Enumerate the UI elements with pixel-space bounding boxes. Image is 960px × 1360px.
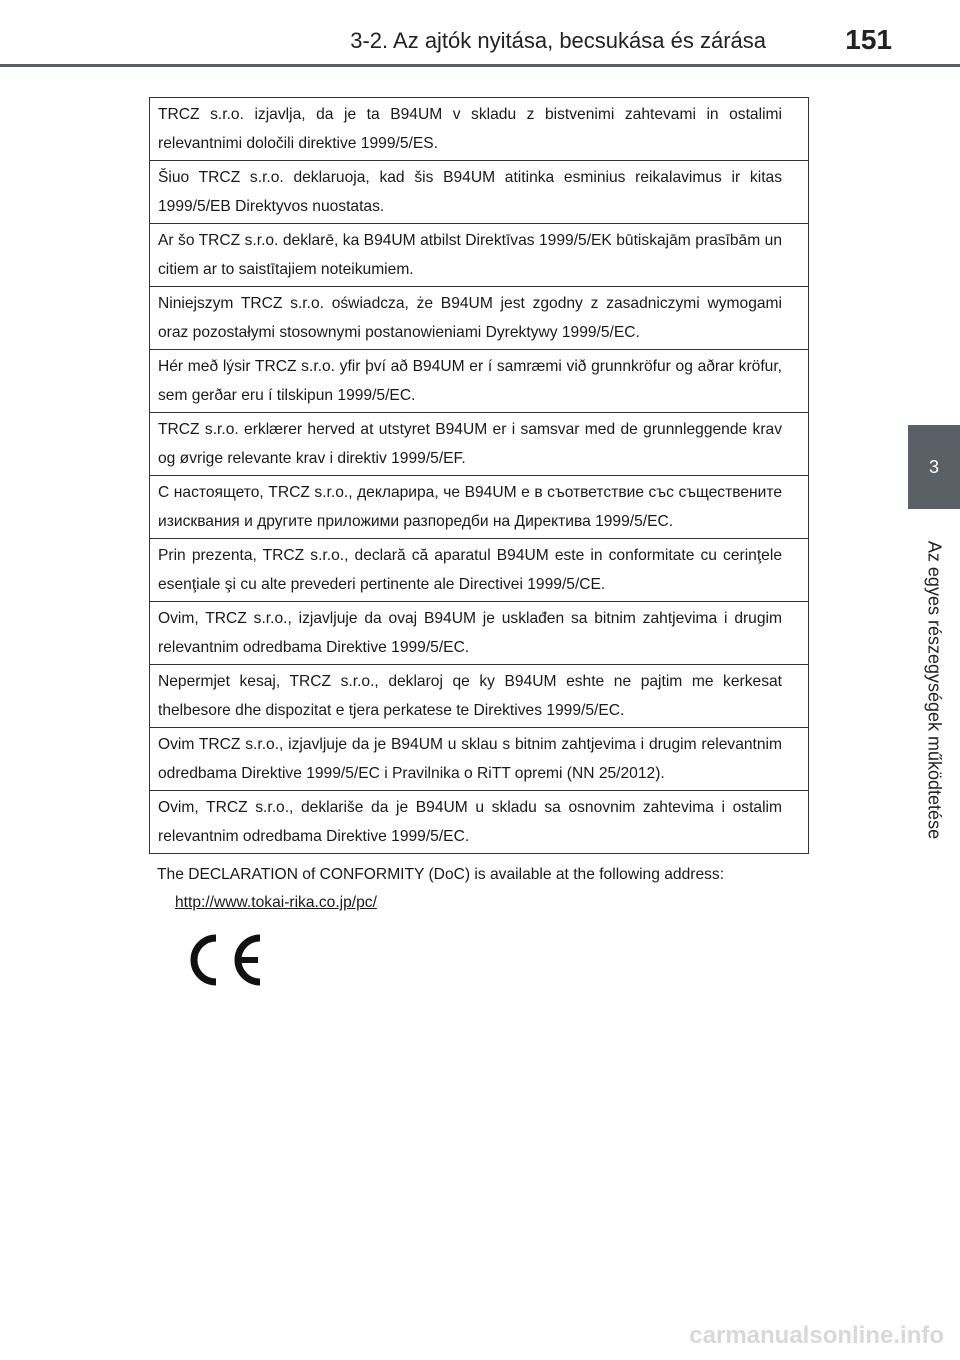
table-row (150, 539, 809, 602)
table-row (150, 287, 809, 350)
table-row (150, 161, 809, 224)
declaration-cell: Ar šo TRCZ s.r.o. deklarē, ka B94UM atbilst Direktīvas 1999/5/EK būtiskajām prasībām un citiem ar to saistītajiem noteikumiem. (150, 224, 809, 287)
table-row (150, 224, 809, 287)
declaration-cell: Prin prezenta, TRCZ s.r.o., declară că aparatul B94UM este in conformitate cu cerinţele esenţiale şi cu alte prevederi pertinente ale Directivei 1999/5/CE. (150, 539, 809, 602)
declaration-cell: Niniejszym TRCZ s.r.o. oświadcza, że B94UM jest zgodny z zasadniczymi wymogami oraz pozostałymi stosownymi postanowieniami Dyrektywy 1999/5/EC. (150, 287, 809, 350)
declaration-cell: Ovim, TRCZ s.r.o., deklariše da je B94UM u skladu sa osnovnim zahtevima i ostalim relevantnim odredbama Direktive 1999/5/EC. (150, 791, 809, 854)
page-number: 151 (845, 24, 892, 55)
chapter-tab[interactable] (908, 425, 960, 509)
declaration-cell: Ovim TRCZ s.r.o., izjavljuje da je B94UM u sklau s bitnim zahtjevima i drugim relevantnim odredbama Direktive 1999/5/EC i Pravilnika o RiTT opremi (NN 25/2012). (150, 728, 809, 791)
watermark: carmanualsonline.info (689, 1322, 944, 1349)
table-row (150, 665, 809, 728)
header-divider (0, 64, 960, 67)
declaration-cell: Ovim, TRCZ s.r.o., izjavljuje da ovaj B94UM je usklađen sa bitnim zahtjevima i drugim relevantnim odredbama Direktive 1999/5/EC. (150, 602, 809, 665)
declaration-cell: Nepermjet kesaj, TRCZ s.r.o., deklaroj qe ky B94UM eshte ne pajtim me kerkesat thelbesore dhe dispozitat e tjera perkatese te Direktives 1999/5/EC. (150, 665, 809, 728)
table-row (150, 98, 809, 161)
table-row (150, 476, 809, 539)
doc-availability-text: The DECLARATION of CONFORMITY (DoC) is available at the following address: (157, 866, 725, 883)
table-row (150, 413, 809, 476)
page-header-title: 3-2. Az ajtók nyitása, becsukása és zárása (350, 28, 766, 53)
chapter-label-text: Az egyes részegységek működtetése (924, 540, 945, 840)
declaration-table (149, 97, 809, 854)
chapter-number: 3 (928, 456, 939, 477)
declaration-cell: Hér með lýsir TRCZ s.r.o. yfir því að B94UM er í samræmi við grunnkröfur og aðrar kröfur, sem gerðar eru í tilskipun 1999/5/EC. (150, 350, 809, 413)
table-row (150, 602, 809, 665)
declaration-cell: TRCZ s.r.o. izjavlja, da je ta B94UM v skladu z bistvenimi zahtevami in ostalimi relevantnimi določili direktive 1999/5/ES. (150, 98, 809, 161)
table-row (150, 350, 809, 413)
ce-mark-icon (180, 930, 266, 992)
declaration-cell: С настоящето, TRCZ s.r.o., декларира, че B94UM е в съответствие със съществените изисквания и другите приложими разпоредби на Директива 1999/5/EC. (150, 476, 809, 539)
declaration-cell: TRCZ s.r.o. erklærer herved at utstyret B94UM er i samsvar med de grunnleggende krav og øvrige relevante krav i direktiv 1999/5/EF. (150, 413, 809, 476)
table-row (150, 728, 809, 791)
table-row (150, 791, 809, 854)
declaration-cell: Šiuo TRCZ s.r.o. deklaruoja, kad šis B94UM atitinka esminius reikalavimus ir kitas 1999/5/EB Direktyvos nuostatas. (150, 161, 809, 224)
doc-url-link[interactable]: http://www.tokai-rika.co.jp/pc/ (175, 894, 377, 911)
